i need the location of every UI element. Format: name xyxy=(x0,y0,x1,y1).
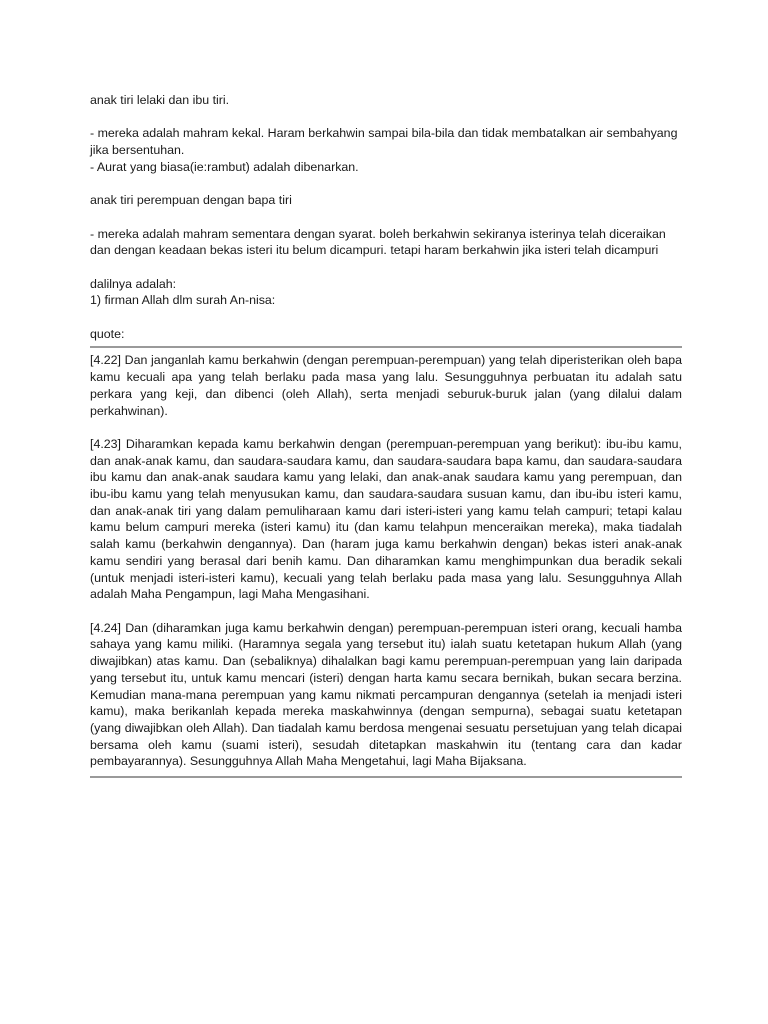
verse-4-23: [4.23] Diharamkan kepada kamu berkahwin dengan (perempuan-perempuan yang berikut): ibu-ibu kamu, dan anak-anak kamu, dan saudara-saudara kamu, dan saudara-saudara bapa kamu, dan saudara-saudara ibu kamu dan anak-anak saudara kamu yang lelaki, dan anak-anak saudara kamu yang perempuan, dan ibu-ibu kamu yang telah menyusukan kamu, dan saudara-saudara susuan kamu, dan ibu-ibu isteri kamu, dan anak-anak tiri yang dalam pemuliharaan kamu dari isteri-isteri yang kamu telah campuri; tetapi kalau kamu belum campuri mereka (isteri kamu) itu (dan kamu telahpun menceraikan mereka), maka tiadalah salah kamu (berkahwin dengannya). Dan (haram juga kamu berkahwin dengan) bekas isteri anak-anak kamu sendiri yang berasal dari benih kamu. Dan diharamkan kamu menghimpunkan dua beradik sekali (untuk menjadi isteri-isteri kamu), kecuali yang telah berlaku pada masa yang lalu. Sesungguhnya Allah adalah Maha Pengampun, lagi Maha Mengasihani. xyxy=(90,436,682,602)
spacer xyxy=(90,603,682,620)
heading-stepdaughter-stepfather: anak tiri perempuan dengan bapa tiri xyxy=(90,193,292,208)
spacer xyxy=(90,109,682,126)
quote-label: quote: xyxy=(90,326,125,341)
point-temporary-mahram: - mereka adalah mahram sementara dengan syarat. boleh berkahwin sekiranya isterinya telah diceraikan dan dengan keadaan bekas isteri itu belum dicampuri. tetapi haram berkahwin jika isteri telah dicampuri xyxy=(90,226,666,258)
spacer xyxy=(90,176,682,193)
dalil-label: dalilnya adalah: xyxy=(90,276,177,291)
point-aurat: - Aurat yang biasa(ie:rambut) adalah dibenarkan. xyxy=(90,159,359,174)
heading-stepson-stepmother: anak tiri lelaki dan ibu tiri. xyxy=(90,93,230,107)
dalil-item: 1) firman Allah dlm surah An-nisa: xyxy=(90,293,276,308)
point-permanent-mahram: - mereka adalah mahram kekal. Haram berkahwin sampai bila-bila dan tidak membatalkan air sembahyang jika bersentuhan. xyxy=(90,126,678,158)
spacer xyxy=(90,309,682,326)
quote-block xyxy=(90,346,682,778)
document-body xyxy=(90,92,682,778)
spacer xyxy=(90,209,682,226)
verse-4-24: [4.24] Dan (diharamkan juga kamu berkahwin dengan) perempuan-perempuan isteri orang, kecuali hamba sahaya yang kamu miliki. (Haramnya segala yang tersebut itu) ialah suatu ketetapan hukum Allah (yang diwajibkan) atas kamu. Dan (sebaliknya) dihalalkan bagi kamu perempuan-perempuan yang lain daripada yang tersebut itu, untuk kamu mencari (isteri) dengan harta kamu secara bernikah, bukan secara berzina. Kemudian mana-mana perempuan yang kamu nikmati percampuran dengannya (setelah ia menjadi isteri kamu), maka berikanlah kepada mereka maskahwinnya (dengan sempurna), sebagai suatu ketetapan (yang diwajibkan oleh Allah). Dan tiadalah kamu berdosa mengenai sesuatu persetujuan yang telah dicapai bersama oleh kamu (suami isteri), sesudah ditetapkan maskahwin itu (tentang cara dan kadar pembayarannya). Sesungguhnya Allah Maha Mengetahui, lagi Maha Bijaksana. xyxy=(90,620,682,769)
spacer xyxy=(90,419,682,436)
verse-4-22: [4.22] Dan janganlah kamu berkahwin (dengan perempuan-perempuan) yang telah diperisterikan oleh bapa kamu kecuali apa yang telah berlaku pada masa yang lalu. Sesungguhnya perbuatan itu adalah satu perkara yang keji, dan dibenci (oleh Allah), serta menjadi seburuk-buruk jalan (yang dilalui dalam perkahwinan). xyxy=(90,353,682,418)
spacer xyxy=(90,259,682,276)
